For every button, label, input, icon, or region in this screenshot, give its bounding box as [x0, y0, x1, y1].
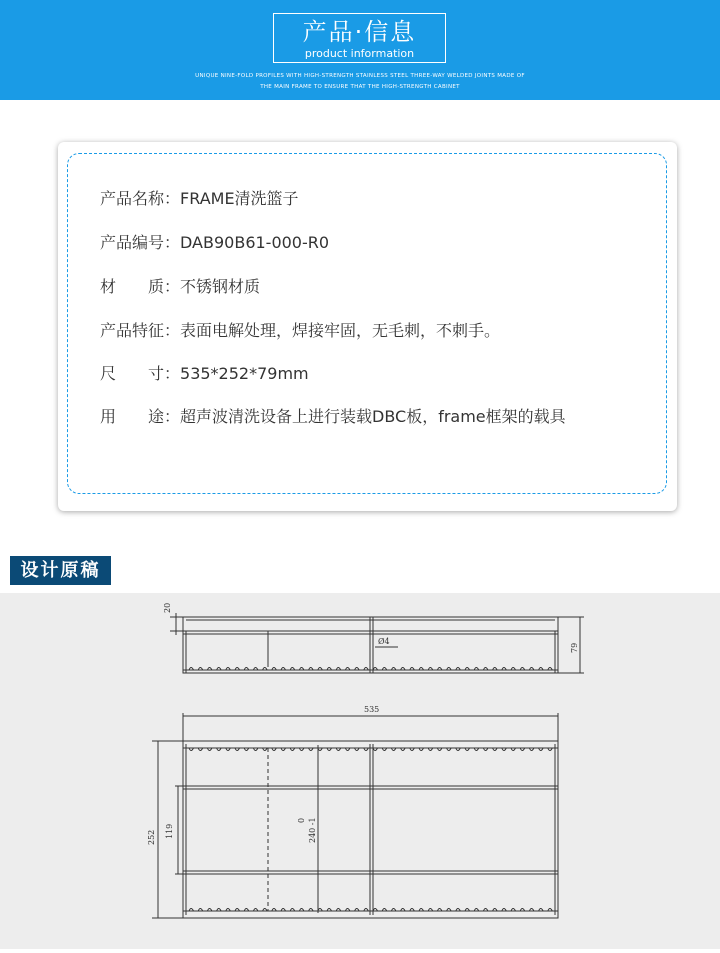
dim-inner: 240 -1	[308, 817, 317, 843]
page-title-english: product information	[304, 47, 415, 60]
spec-row-size	[100, 361, 309, 384]
spec-row-usage	[100, 404, 566, 427]
spec-row-features	[100, 318, 500, 341]
spec-row-material	[100, 274, 260, 297]
spec-value: FRAME清洗篮子	[180, 189, 299, 208]
spec-value: 不锈钢材质	[180, 277, 261, 296]
banner-subtitle-line1: UNIQUE NINE-FOLD PROFILES WITH HIGH-STRENGTH STAINLESS STEEL THREE-WAY WELDED JOINTS MADE OF	[195, 73, 525, 79]
dim-width: 252	[147, 829, 156, 845]
dim-zero: 0	[297, 817, 306, 823]
spec-label: 尺 寸：	[100, 364, 181, 383]
spec-value: DAB90B61-000-R0	[180, 233, 330, 252]
spec-value: 表面电解处理，焊接牢固，无毛刺，不刺手。	[180, 321, 501, 340]
dim-top-height: 20	[163, 602, 172, 613]
dim-total-height: 79	[570, 642, 579, 653]
technical-drawing	[0, 593, 720, 949]
dim-middle: 119	[165, 823, 174, 839]
design-drawing	[0, 593, 720, 949]
page-title: 产品·信息	[302, 18, 417, 46]
spec-label: 产品特征：	[100, 321, 181, 340]
title-box	[273, 13, 446, 63]
spec-value: 超声波清洗设备上进行装载DBC板，frame框架的载具	[180, 407, 566, 426]
spec-label: 产品编号：	[100, 233, 181, 252]
dim-length: 535	[364, 705, 380, 714]
dim-hole: Ø4	[378, 637, 390, 646]
header-banner	[0, 0, 720, 100]
section-tag-design: 设计原稿	[10, 556, 111, 585]
banner-subtitle-line2: THE MAIN FRAME TO ENSURE THAT THE HIGH-STRENGTH CABINET	[260, 84, 460, 90]
spec-row-name	[100, 186, 299, 209]
spec-row-code	[100, 230, 329, 253]
spec-value: 535*252*79mm	[180, 364, 309, 383]
spec-label: 产品名称：	[100, 189, 181, 208]
spec-label: 用 途：	[100, 407, 181, 426]
spec-label: 材 质：	[100, 277, 181, 296]
spec-card	[58, 142, 677, 511]
